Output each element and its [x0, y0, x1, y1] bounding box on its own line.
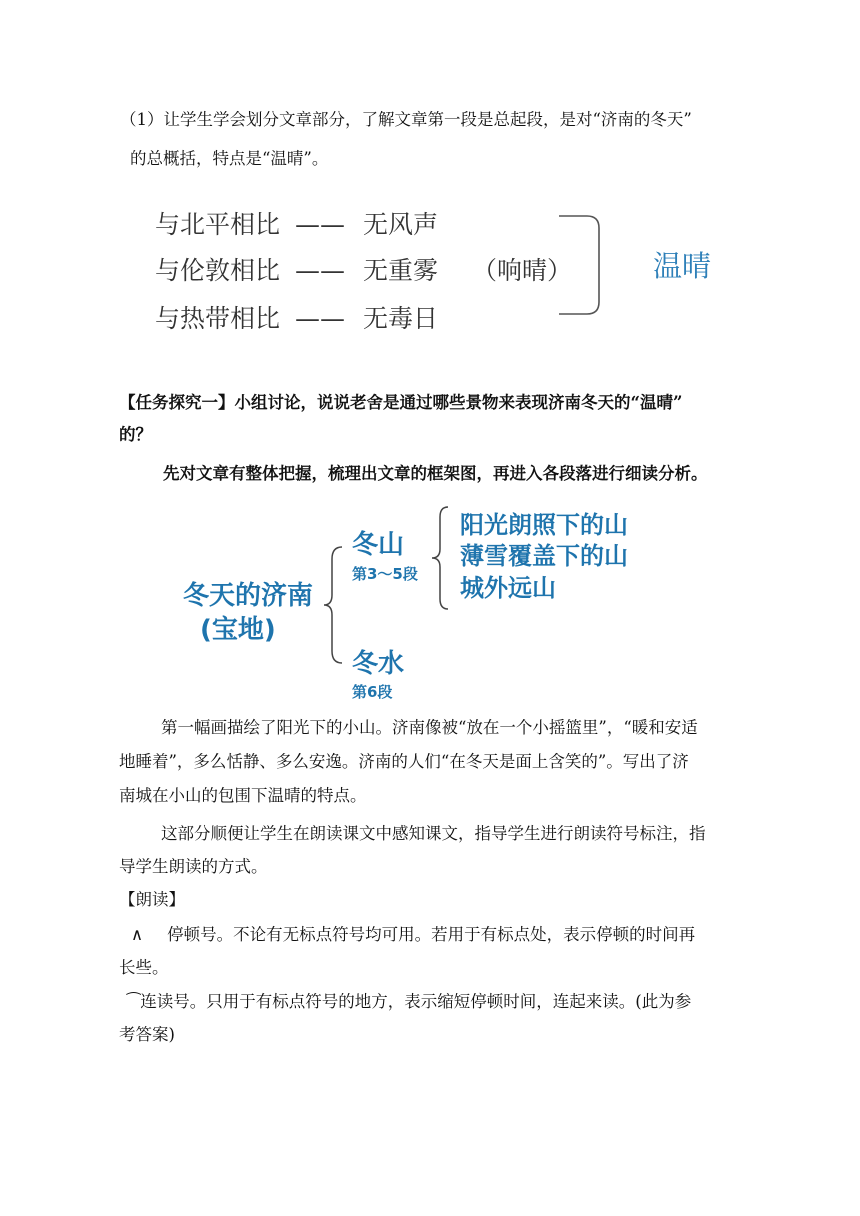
link-line-2: 考答案) [119, 1025, 175, 1044]
mountain-paragraphs: 第3～5段 [352, 565, 418, 583]
intro-line-2: 的总概括，特点是“温晴”。 [130, 149, 329, 168]
water-label: 冬水 [352, 649, 405, 679]
comparison-subject: 与热带相比 [155, 304, 281, 333]
task-line-1 [119, 387, 682, 419]
analysis-line-3: 南城在小山的包围下温晴的特点。 [119, 786, 367, 805]
mountain-label: 冬山 [352, 530, 405, 560]
task-text: 小组讨论，说说老舍是通过哪些景物来表现济南冬天的“温晴” [234, 393, 683, 412]
pause-line-1 [131, 919, 695, 951]
comparison-diagram [155, 200, 755, 340]
analysis-line-5: 导学生朗读的方式。 [119, 857, 268, 876]
mountain-item: 阳光朗照下的山 [460, 511, 628, 539]
analysis-line-4: 这部分顺便让学生在朗读课文中感知课文，指导学生进行朗读符号标注，指 [161, 824, 706, 843]
framework-root-sub: (宝地) [200, 615, 276, 645]
mountain-item: 薄雪覆盖下的山 [460, 542, 628, 570]
comparison-subject: 与北平相比 [155, 210, 281, 239]
task-line-2: 的？ [119, 425, 152, 444]
link-description: 连读号。只用于有标点符号的地方，表示缩短停顿时间，连起来读。(此为参 [140, 992, 692, 1011]
analysis-line-2: 地睡着”，多么恬静、多么安逸。济南的人们“在冬天是面上含笑的”。写出了济 [119, 752, 689, 771]
intro-line-1: （1）让学生学会划分文章部分，了解文章第一段是总起段，是对“济南的冬天” [120, 110, 692, 129]
comparison-result: 无毒日 [363, 304, 439, 333]
comparison-dash: —— [295, 210, 345, 239]
mountain-item: 城外远山 [460, 574, 556, 602]
link-line-1 [127, 986, 691, 1018]
framework-root: 冬天的济南 [183, 581, 314, 611]
water-paragraphs: 第6段 [352, 683, 393, 701]
pause-line-2: 长些。 [119, 958, 169, 977]
left-brace-main [322, 545, 344, 665]
conclusion-label: 温晴 [653, 249, 712, 283]
task-heading: 【任务探究一】 [119, 393, 235, 412]
pause-description: 停顿号。不论有无标点符号均可用。若用于有标点处，表示停顿的时间再 [167, 925, 696, 944]
comparison-note: （响晴） [472, 256, 573, 285]
comparison-subject: 与伦敦相比 [155, 256, 281, 285]
comparison-result: 无重雾 [363, 256, 439, 285]
comparison-dash: —— [295, 256, 345, 285]
link-mark-icon: ⁀ [127, 992, 141, 1011]
pause-mark-icon: ∧ [131, 925, 144, 944]
task-instruction: 先对文章有整体把握，梳理出文章的框架图，再进入各段落进行细读分析。 [163, 464, 708, 483]
left-brace-mountain [430, 505, 450, 611]
comparison-dash: —— [295, 304, 345, 333]
right-bracket [557, 212, 609, 318]
comparison-result: 无风声 [363, 210, 439, 239]
framework-diagram [180, 495, 660, 715]
reading-heading: 【朗读】 [119, 890, 185, 909]
analysis-line-1: 第一幅画描绘了阳光下的小山。济南像被“放在一个小摇篮里”，“暖和安适 [161, 718, 698, 737]
